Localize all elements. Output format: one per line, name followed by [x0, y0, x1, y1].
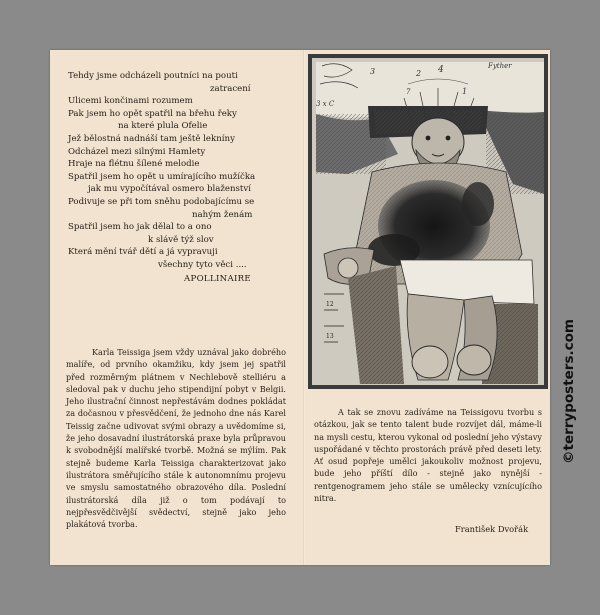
poem-line: Ulicemi končinami rozumem	[68, 96, 193, 107]
scribble: 3 x C	[316, 100, 335, 108]
poem-line: Jež bělostná nadnáší tam ještě leknínу	[68, 133, 236, 144]
center-fold	[303, 50, 305, 565]
poem-line: Tehdy jsme odcházeli poutníci na pouti	[68, 71, 238, 81]
poem-line: jak mu vypočítával osmero blaženství	[88, 184, 251, 195]
closing-paragraph: A tak se znovu zadíváme na Teissigovu tvorbu s otázkou, jak se tento talent bude rozvíjet dál, máme-li na mysli cestu, kterou vykonal od poslední jeho výstavy uspořádané v těchto prostorách právě před deseti lety. Ať osud popřeje umělci jakoukoliv možnost projevu, bude jeho příští dílo - stejně jako nynější - rentgenogramem jeho stále se umělecky vznícujícího nitra.	[314, 407, 542, 504]
watermark-text: ©terryposters.com	[561, 319, 577, 464]
poem-line: Hraje na flétnu šílené melodie	[68, 159, 200, 170]
poem-line: Odcházel mezi silnými Hamlety	[68, 146, 206, 157]
watermark-text-icon	[558, 268, 578, 468]
watermark	[558, 268, 578, 468]
poem-signature: APOLLINAIRE	[184, 273, 252, 284]
scribble: Fyther	[488, 62, 512, 70]
essay-paragraph: Karla Teissiga jsem vždy uznával jako dobrého malíře, od prvního okamžiku, kdy jsem jej spatřil před rozměrným plátnem v Nechlebově stelliéru a sledoval pak v duchu jeho stipendijní pobyt v Belgii. Jeho ilustrační činnost nepřestávám dodnes pokládat za dočasnou v přesvědčení, že jednoho dne nás Karel Teissig začne udivovat svými obrazy a uvědomíme si, že jeho dosavadní ilustrátorská praxe byla průpravou k svobodnější malířské tvorbě. Možná se mýlím. Pak stejně budeme Karla Teissiga charakterizovat jako ilustrátora směřujícího stále k autonomnímu projevu ve smyslu samostatného obrazového díla. Poslední ilustrátorská díla již o tom podávají to nejpřesvědčivější svědectví, stejně jako jeho plakátová tvorba.	[66, 347, 286, 530]
scribble: 3	[370, 67, 376, 76]
poem-line: Která mění tvář dětí a já vypravuji	[68, 247, 218, 258]
poem-line: Pak jsem ho opět spatřil na břehu řeky	[68, 108, 237, 119]
poem-line: Podivuje se při tom sněhu podobajícímu se	[68, 196, 255, 207]
artwork-collage	[308, 54, 548, 389]
scribble: 2	[416, 69, 422, 78]
poem-line: Spatřil jsem ho jak dělal to a ono	[68, 222, 212, 233]
poem-line: zatracení	[210, 83, 251, 94]
scribble: 1	[462, 87, 468, 96]
collage-reclining-figure-icon	[308, 54, 548, 389]
poem-block	[68, 70, 290, 285]
ruler-mark: 13	[326, 333, 334, 340]
poem-line: na které plula Ofelie	[118, 121, 208, 132]
scribble: 7	[406, 88, 411, 96]
scribble: 4	[438, 65, 444, 75]
poem-line: všechny tyto věci ....	[158, 259, 247, 270]
ruler-mark: 12	[326, 301, 334, 308]
poem-line: nahým ženám	[192, 209, 253, 220]
poem-line: Spatřil jsem ho opět u umírajícího mužíčka	[68, 171, 256, 182]
poem-line: k slávě týž slov	[148, 234, 214, 245]
brochure-sheet	[50, 50, 550, 565]
author-name: František Dvořák	[455, 524, 529, 534]
